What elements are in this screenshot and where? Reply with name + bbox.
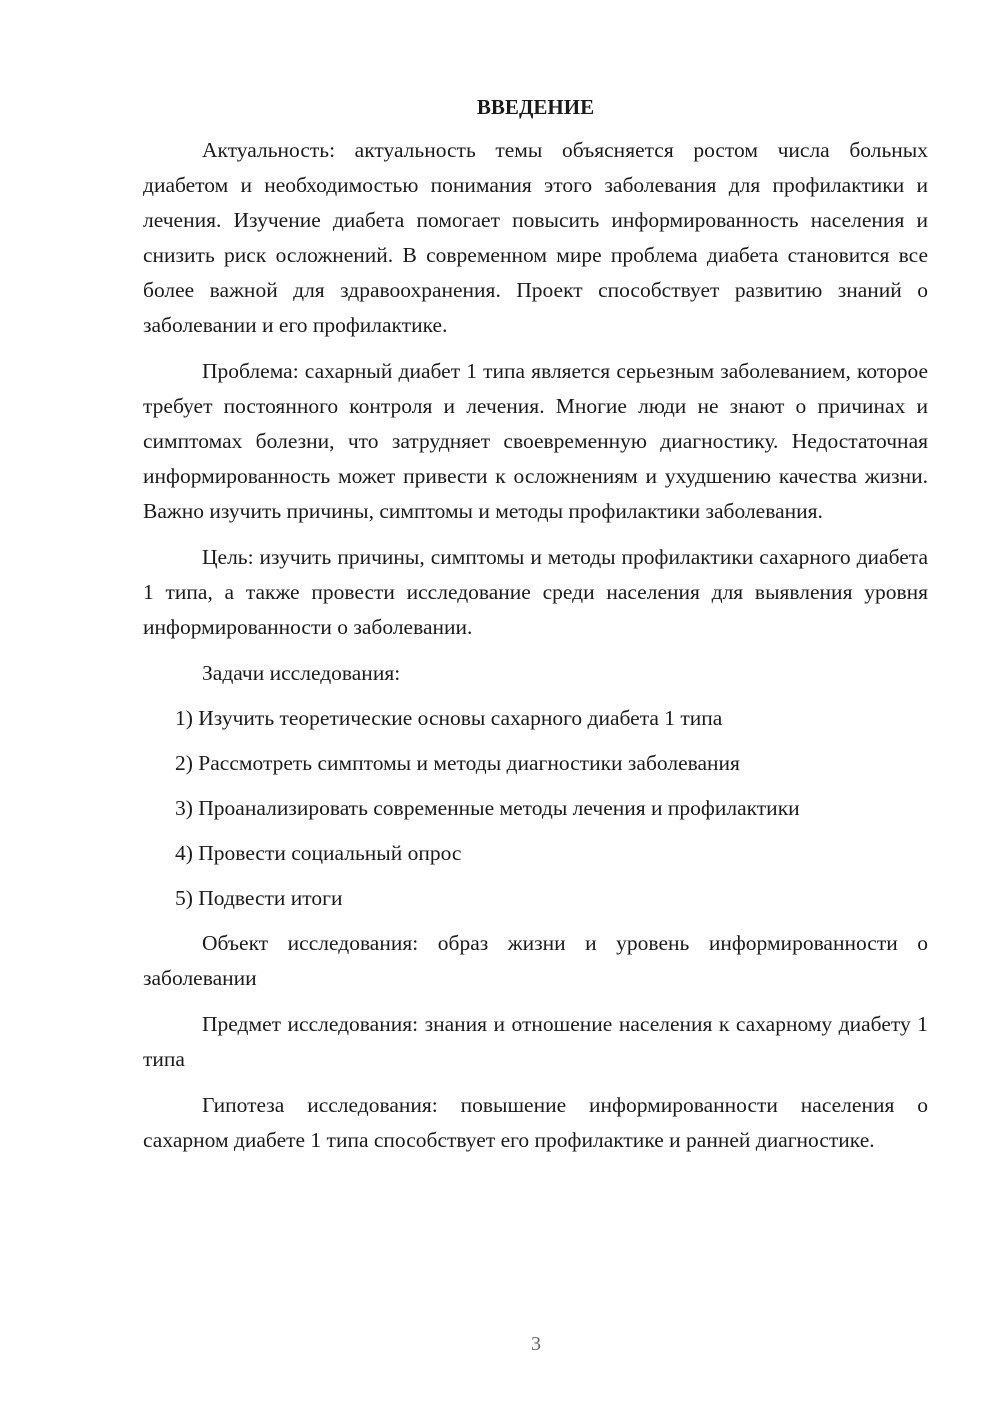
task-item-2: 2) Рассмотреть симптомы и методы диагностики заболевания [175, 751, 740, 775]
paragraph-subject: Предмет исследования: знания и отношение населения к сахарному диабету 1 типа [143, 1012, 928, 1071]
task-item-3: 3) Проанализировать современные методы лечения и профилактики [175, 796, 800, 820]
document-title: ВВЕДЕНИЕ [476, 95, 595, 119]
task-item-4: 4) Провести социальный опрос [175, 841, 462, 865]
paragraph-hypothesis: Гипотеза исследования: повышение информированности населения о сахарном диабете 1 типа способствует его профилактике и ранней диагностике. [143, 1093, 928, 1152]
paragraph-relevance: Актуальность: актуальность темы объясняется ростом числа больных диабетом и необходимостью понимания этого заболевания для профилактики и лечения. Изучение диабета помогает повысить информированность населения и снизить риск осложнений. В современном мире проблема диабета становится все более важной для здравоохранения. Проект способствует развитию знаний о заболевании и его профилактике. [143, 138, 928, 337]
document-page [143, 90, 928, 1169]
task-item-1: 1) Изучить теоретические основы сахарного диабета 1 типа [175, 706, 723, 730]
page-number: 3 [531, 1333, 541, 1355]
paragraph-goal: Цель: изучить причины, симптомы и методы профилактики сахарного диабета 1 типа, а также провести исследование среди населения для выявления уровня информированности о заболевании. [143, 545, 928, 639]
paragraph-problem: Проблема: сахарный диабет 1 типа является серьезным заболеванием, которое требует постоянного контроля и лечения. Многие люди не знают о причинах и симптомах болезни, что затрудняет своевременную диагностику. Недостаточная информированность может привести к осложнениям и ухудшению качества жизни. Важно изучить причины, симптомы и методы профилактики заболевания. [143, 359, 928, 523]
task-item-5: 5) Подвести итоги [175, 886, 343, 910]
tasks-heading: Задачи исследования: [202, 661, 401, 685]
tasks-list [143, 701, 928, 916]
paragraph-object: Объект исследования: образ жизни и уровень информированности о заболевании [143, 931, 928, 990]
